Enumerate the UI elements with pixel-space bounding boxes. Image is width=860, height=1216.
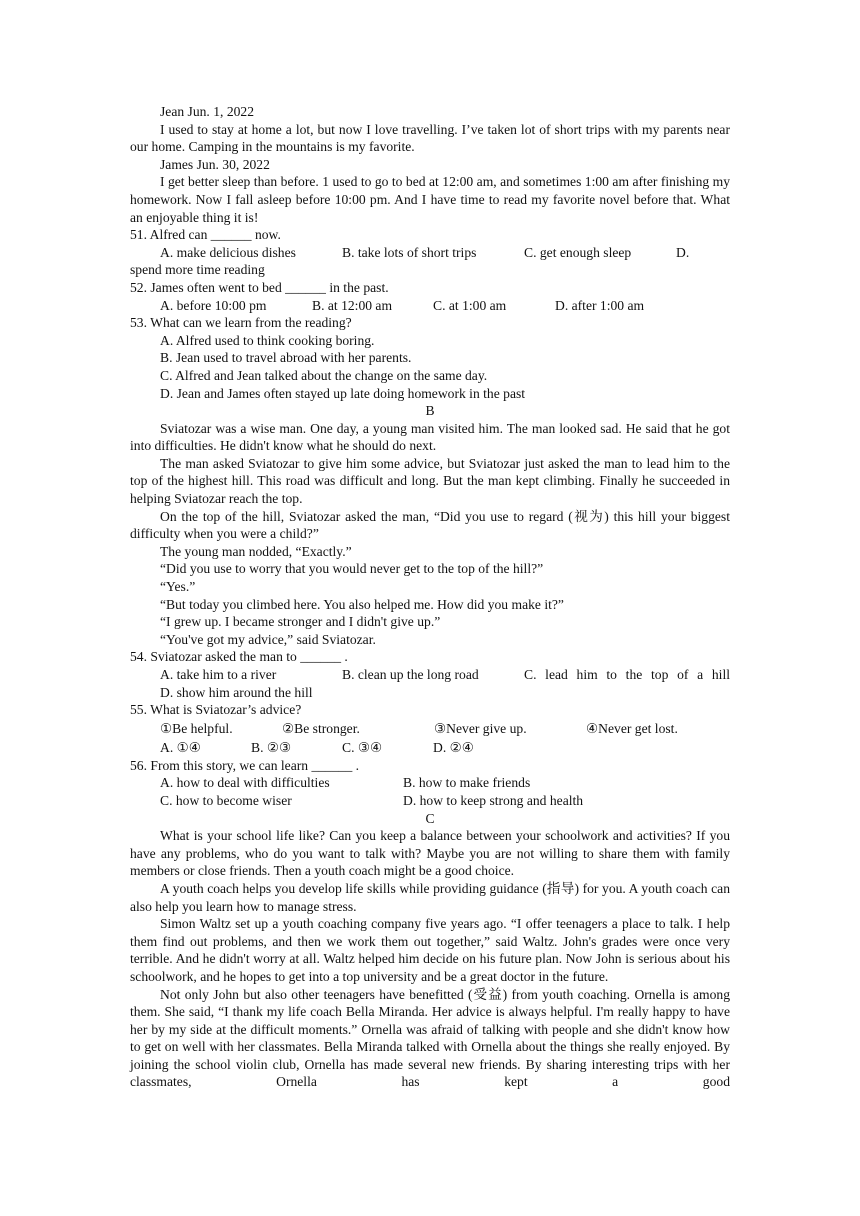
- q52-option-a: A. before 10:00 pm: [160, 297, 267, 313]
- q54-stem: 54. Sviatozar asked the man to ______ .: [130, 649, 348, 665]
- q55-statement-1: ①Be helpful.: [160, 720, 233, 736]
- q51-option-d-text: spend more time reading: [130, 262, 265, 278]
- q56-option-c: C. how to become wiser: [160, 792, 292, 808]
- passage-b-paragraph-3: On the top of the hill, Sviatozar asked the man, “Did you use to regard (视为) this hill your biggest difficulty when you were a child?”: [130, 508, 730, 542]
- q53-option-d: D. Jean and James often stayed up late doing homework in the past: [160, 385, 526, 401]
- q52-options: [130, 297, 730, 315]
- worksheet-page: [130, 103, 730, 1091]
- passage-c-paragraph-2: A youth coach helps you develop life skills while providing guidance (指导) for you. A youth coach can also help you learn how to manage stress.: [130, 880, 730, 914]
- passage-b-paragraph-8: “I grew up. I became stronger and I didn't give up.”: [160, 614, 441, 630]
- q53-option-a: A. Alfred used to think cooking boring.: [160, 332, 375, 348]
- q55-stem: 55. What is Sviatozar’s advice?: [130, 702, 302, 718]
- q55-option-b: B. ②③: [251, 739, 292, 755]
- q51-option-c: C. get enough sleep: [524, 244, 632, 260]
- passage-c-paragraph-3: Simon Waltz set up a youth coaching company five years ago. “I offer teenagers a place to talk. I help them find out problems, and then we work them out together,” said Waltz. John's grades were once very terrible. And he didn't worry at all. Waltz helped him decide on his future plan. Now John is serious about his schoolwork, and he hopes to get into a top university and be a great doctor in the future.: [130, 916, 730, 984]
- jean-header: Jean Jun. 1, 2022: [160, 104, 255, 119]
- q51-option-a: A. make delicious dishes: [160, 244, 296, 260]
- q56-options-row-2: [130, 792, 730, 810]
- q51-option-b: B. take lots of short trips: [342, 244, 477, 260]
- q55-option-c: C. ③④: [342, 739, 383, 755]
- q53-option-b: B. Jean used to travel abroad with her parents.: [160, 350, 412, 366]
- passage-b-paragraph-6: “Yes.”: [160, 579, 196, 595]
- q55-option-a: A. ①④: [160, 739, 201, 755]
- q51-option-d-letter: D.: [676, 244, 690, 260]
- q54-option-a: A. take him to a river: [160, 667, 277, 682]
- q55-statements: [130, 719, 730, 738]
- q53-stem: 53. What can we learn from the reading?: [130, 315, 352, 331]
- q53-option-c: C. Alfred and Jean talked about the change on the same day.: [160, 367, 488, 383]
- q55-statement-3: ③Never give up.: [434, 720, 527, 736]
- q55-option-d: D. ②④: [433, 739, 474, 755]
- q52-option-d: D. after 1:00 am: [555, 297, 645, 313]
- q56-options-row-1: [130, 774, 730, 792]
- q54-options: [130, 666, 730, 684]
- q55-statement-2: ②Be stronger.: [282, 720, 360, 736]
- section-c-heading: C: [425, 810, 435, 826]
- passage-b-paragraph-1: Sviatozar was a wise man. One day, a young man visited him. The man looked sad. He said that he got into difficulties. He didn't know what he should do next.: [130, 420, 730, 454]
- passage-b-paragraph-4: The young man nodded, “Exactly.”: [160, 543, 352, 559]
- q52-option-b: B. at 12:00 am: [312, 297, 393, 313]
- q54-option-d: D. show him around the hill: [160, 684, 313, 700]
- q51-options: [130, 244, 730, 262]
- james-header: James Jun. 30, 2022: [160, 156, 270, 172]
- q54-option-c: C. lead him to the top of a hill: [524, 667, 730, 682]
- section-b-heading: B: [425, 403, 435, 419]
- q56-option-b: B. how to make friends: [403, 775, 531, 791]
- jean-paragraph: I used to stay at home a lot, but now I love travelling. I’ve taken lot of short trips with my parents near our home. Camping in the mountains is my favorite.: [130, 121, 730, 155]
- q52-option-c: C. at 1:00 am: [433, 297, 507, 313]
- passage-b-paragraph-5: “Did you use to worry that you would never get to the top of the hill?”: [160, 561, 544, 577]
- passage-c-paragraph-4: Not only John but also other teenagers have benefitted (受益) from youth coaching. Ornella is among them. She said, “I thank my life coach Bella Miranda. Her advice is always helpful. I'm really happy to have her by my side at the difficult moments.” Ornella was afraid of talking with people and she didn't know how to get on well with her classmates. Bella Miranda talked with Ornella about the things she really enjoyed. By joining the school violin club, Ornella has made several new friends. By sharing interesting trips with her classmates, Ornella has kept a good: [130, 986, 730, 1090]
- passage-b-paragraph-2: The man asked Sviatozar to give him some advice, but Sviatozar just asked the man to lead him to the top of the highest hill. This road was difficult and long. But the man kept climbing. Finally he succeeded in helping Sviatozar reach the top.: [130, 455, 730, 507]
- passage-b-paragraph-7: “But today you climbed here. You also helped me. How did you make it?”: [160, 596, 564, 612]
- q51-stem: 51. Alfred can ______ now.: [130, 227, 281, 243]
- q55-options: [130, 738, 730, 757]
- q56-option-d: D. how to keep strong and health: [403, 792, 584, 808]
- q56-stem: 56. From this story, we can learn ______ .: [130, 757, 360, 773]
- q52-stem: 52. James often went to bed ______ in the past.: [130, 279, 389, 295]
- q56-option-a: A. how to deal with difficulties: [160, 775, 330, 791]
- passage-c-paragraph-1: What is your school life like? Can you keep a balance between your schoolwork and activities? If you have any problems, who do you want to talk with? Maybe you are not willing to share them with family members or close friends. Then a youth coach might be a good choice.: [130, 828, 730, 879]
- q55-statement-4: ④Never get lost.: [586, 720, 678, 736]
- q54-option-b: B. clean up the long road: [342, 667, 479, 682]
- passage-b-paragraph-9: “You've got my advice,” said Sviatozar.: [160, 631, 376, 647]
- james-paragraph: I get better sleep than before. 1 used to go to bed at 12:00 am, and sometimes 1:00 am after finishing my homework. Now I fall asleep before 10:00 pm. And I have time to read my favorite novel before that. What an enjoyable thing it is!: [130, 174, 730, 225]
